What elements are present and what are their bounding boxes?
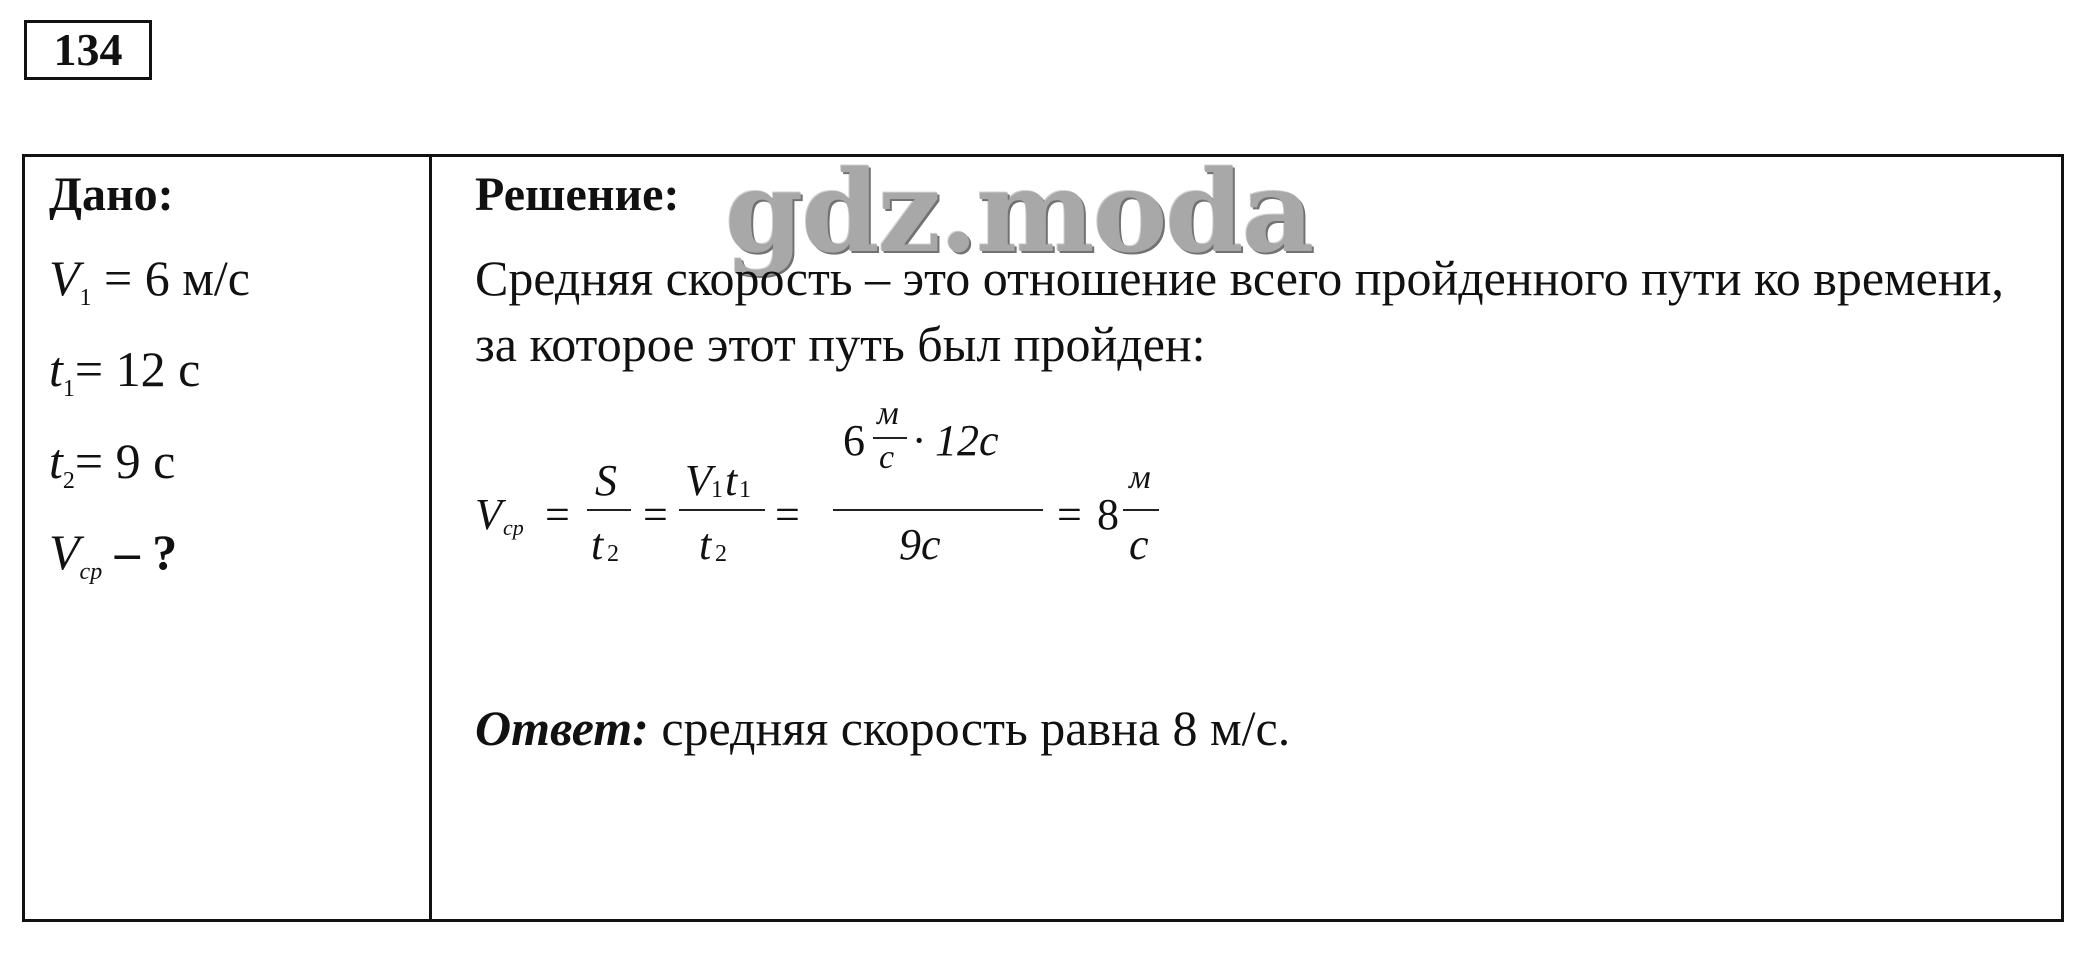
formula-f3-num-a: 6 [843, 416, 865, 465]
formula-f1-den: t [591, 520, 604, 569]
answer-label: Ответ: [475, 700, 649, 756]
given-t1: $t_1= 12$ с [49, 341, 201, 402]
formula-eq-1: = [545, 490, 570, 539]
formula-eq-2: = [643, 490, 668, 539]
formula-f2-num-v: V [685, 456, 712, 505]
formula-eq-3: = [775, 490, 800, 539]
solution-table [22, 147, 2064, 922]
formula-f1-bar [587, 509, 631, 511]
given-t1-value: = 12 с [74, 341, 201, 397]
solution-column [453, 147, 2053, 919]
given-header: Дано: [49, 168, 174, 221]
formula-f3-den: 9с [899, 520, 941, 569]
answer-line [475, 699, 1290, 757]
given-column [49, 157, 419, 919]
formula-f2-den-sub: 2 [715, 541, 727, 567]
formula-f1-den-sub: 2 [607, 541, 619, 567]
formula-result-unit-den: с [1129, 520, 1149, 569]
formula-f2-num-v-sub: 1 [711, 477, 723, 503]
solution-text: Средняя скорость – это отношение всего пройденного пути ко времени, за которое этот путь был пройден: [475, 250, 2004, 372]
given-vcp: $V_{ср}$ – ? [49, 524, 178, 585]
formula-f3-num-b: · 12с [913, 416, 999, 465]
problem-number: 134 [24, 20, 152, 80]
formula-f2-bar [679, 509, 765, 511]
column-divider [429, 157, 432, 919]
watermark-logo: gdz.moda [725, 147, 1313, 278]
given-v1-value: = 6 м/с [104, 250, 250, 306]
given-t2-value: = 9 с [74, 433, 176, 489]
formula-f2-den: t [699, 520, 712, 569]
given-t2: $t_2= 9$ с [49, 433, 176, 494]
formula-f3-unit-den: с [879, 439, 895, 476]
formula-lhs-sub: ср [503, 515, 524, 540]
formula-f2-num-t: t [725, 456, 738, 505]
solution-header: Решение: [475, 168, 680, 221]
formula-result: 8 [1097, 490, 1119, 539]
formula-f3-bar [833, 509, 1043, 511]
formula-eq-4: = [1057, 490, 1082, 539]
given-v1: $V_1 = 6$ м/с [49, 250, 250, 311]
answer-text: средняя скорость равна 8 м/с. [648, 700, 1291, 756]
formula-lhs-var: V [475, 490, 502, 539]
formula-result-bar [1123, 509, 1159, 511]
given-vcp-question: – ? [114, 524, 178, 580]
speed-formula [473, 395, 1673, 619]
formula-f2-num-t-sub: 1 [739, 477, 751, 503]
formula-result-unit-num: м [1129, 459, 1151, 496]
formula-f3-unit-num: м [877, 395, 899, 432]
formula-f1-num: S [595, 456, 617, 505]
